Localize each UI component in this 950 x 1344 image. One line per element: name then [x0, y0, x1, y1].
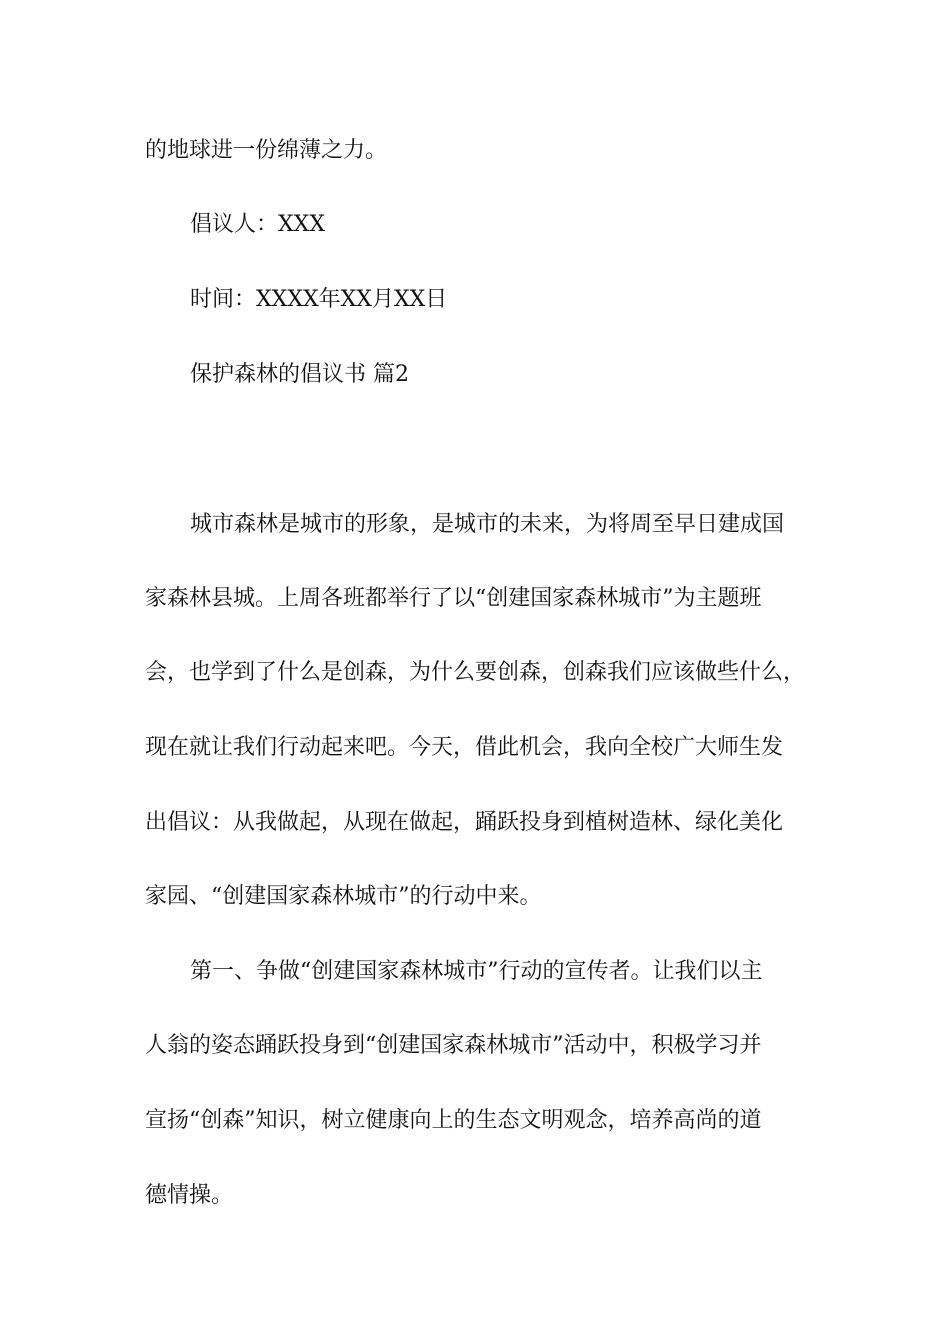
paragraph-line: 的地球进一份绵薄之力。 [145, 138, 388, 163]
date-line: 时间：XXXX年XX月XX日 [190, 287, 448, 312]
paragraph-line: 家园、“创建国家森林城市”的行动中来。 [145, 884, 542, 909]
paragraph-line: 城市森林是城市的形象，是城市的未来，为将周至早日建成国 [190, 512, 785, 537]
paragraph-line: 家森林县城。上周各班都举行了以“创建国家森林城市”为主题班 [145, 586, 762, 611]
paragraph-line: 宣扬“创森”知识，树立健康向上的生态文明观念，培养高尚的道 [145, 1108, 762, 1133]
section-heading: 保护森林的倡议书 篇2 [190, 362, 409, 387]
paragraph-line: 人翁的姿态踊跃投身到“创建国家森林城市”活动中，积极学习并 [145, 1033, 762, 1058]
paragraph-line: 会，也学到了什么是创森，为什么要创森，创森我们应该做些什么， [145, 660, 806, 685]
paragraph-line: 现在就让我们行动起来吧。今天，借此机会，我向全校广大师生发 [145, 735, 784, 760]
paragraph-line: 第一、争做“创建国家森林城市”行动的宣传者。让我们以主 [190, 959, 763, 984]
paragraph-line: 德情操。 [145, 1183, 234, 1208]
signatory-line: 倡议人：XXX [190, 212, 325, 237]
paragraph-line: 出倡议：从我做起，从现在做起，踊跃投身到植树造林、绿化美化 [145, 810, 784, 835]
